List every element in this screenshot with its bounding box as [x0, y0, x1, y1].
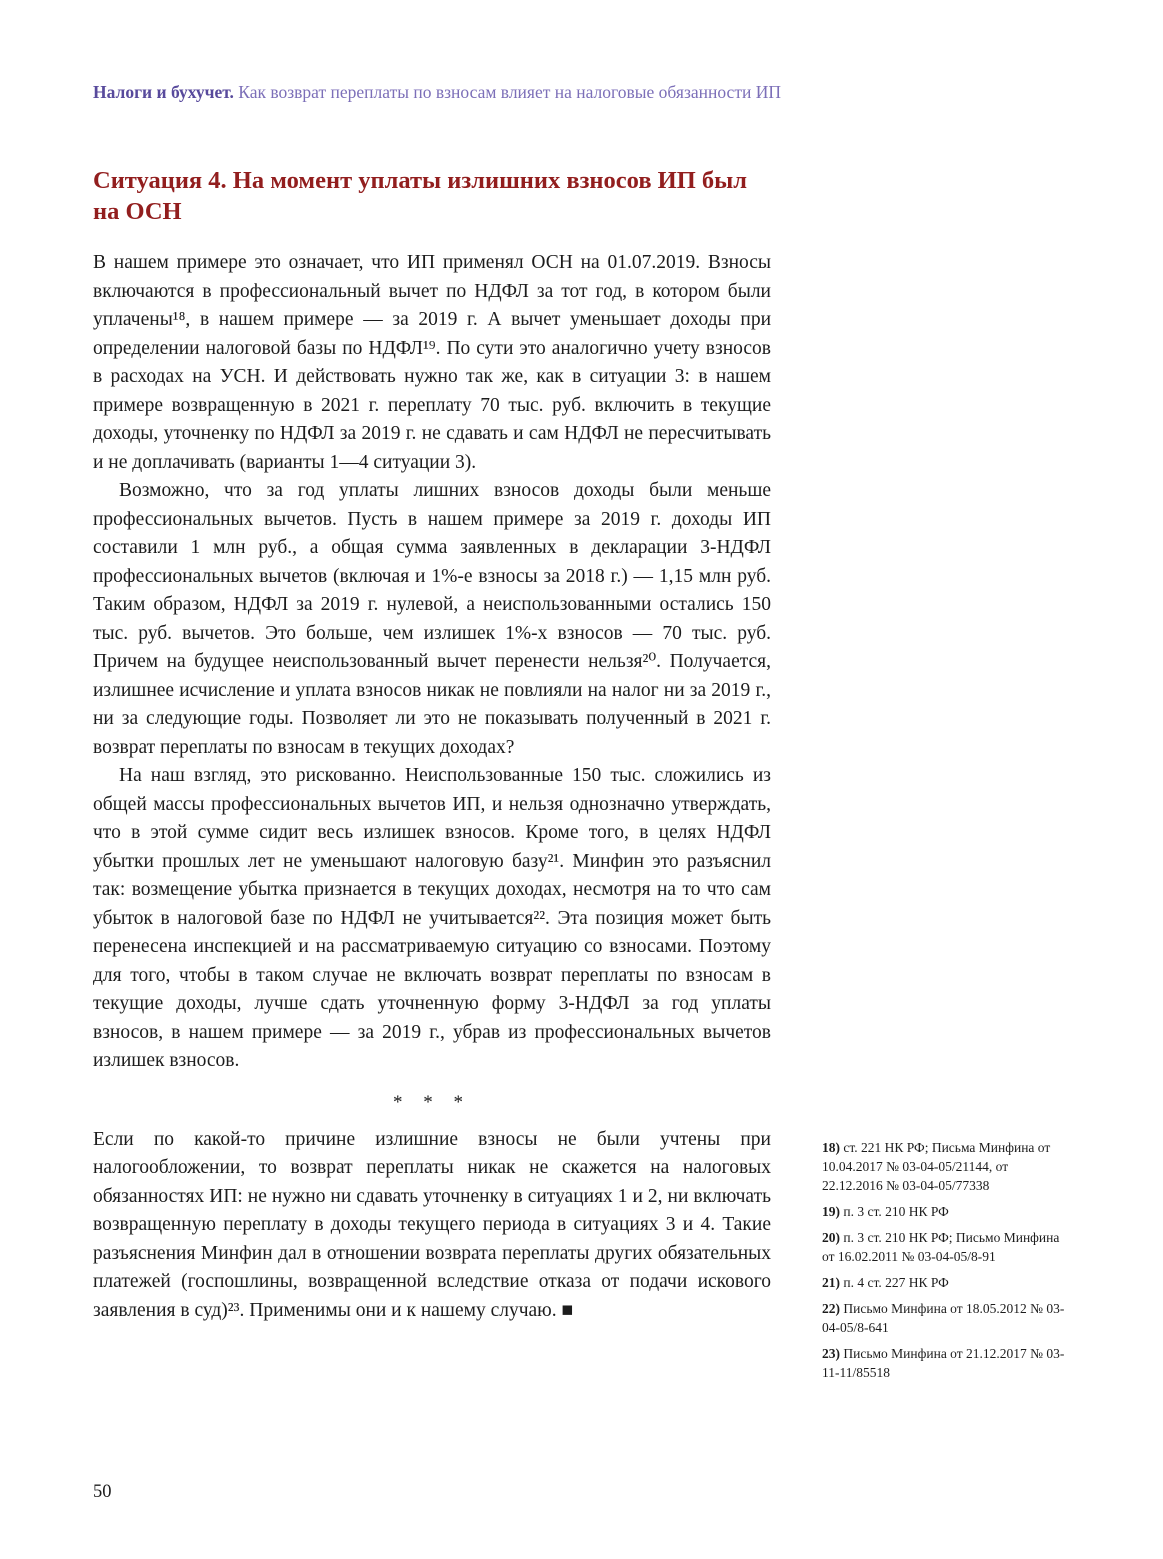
footnote-text: п. 4 ст. 227 НК РФ [843, 1275, 949, 1290]
footnotes-column [822, 1138, 1070, 1389]
paragraph-2: Возможно, что за год уплаты лишних взносов доходы были меньше профессиональных вычетов. Пусть в нашем примере за 2019 г. доходы ИП составили 1 млн руб., а общая сумма заявленных в декларации 3-НДФЛ профессиональных вычетов (включая и 1%-е взносы за 2018 г.) — 1,15 млн руб. Таким образом, НДФЛ за 2019 г. нулевой, а неиспользованными остались 150 тыс. руб. вычетов. Это больше, чем излишек 1%-х взносов — 70 тыс. руб. Причем на будущее неиспользованный вычет перенести нельзя²⁰. Получается, излишнее исчисление и уплата взносов никак не повлияли на налог ни за 2019 г., ни за следующие годы. Позволяет ли это не показывать полученный в 2021 г. возврат переплаты по взносам в текущих доходах? [93, 480, 771, 758]
running-header [93, 80, 1083, 104]
footnote-22 [822, 1299, 1070, 1337]
footnote-19 [822, 1202, 1070, 1221]
footnote-text: Письмо Минфина от 18.05.2012 № 03-04-05/8-641 [822, 1301, 1065, 1335]
page-number: 50 [93, 1482, 112, 1502]
footnote-number: 21) [822, 1275, 840, 1290]
footnote-text: ст. 221 НК РФ; Письма Минфина от 10.04.2017 № 03-04-05/21144, от 22.12.2016 № 03-04-05/77338 [822, 1140, 1051, 1193]
footnote-text: п. 3 ст. 210 НК РФ; Письмо Минфина от 16.02.2011 № 03-04-05/8-91 [822, 1230, 1060, 1264]
footnote-23 [822, 1344, 1070, 1382]
paragraph-3: На наш взгляд, это рискованно. Неиспользованные 150 тыс. сложились из общей массы профессиональных вычетов ИП, и нельзя однозначно утверждать, что в этой сумме сидит весь излишек взносов. Кроме того, в целях НДФЛ убытки прошлых лет не уменьшают налоговую базу²¹. Минфин это разъяснил так: возмещение убытка признается в текущих доходах, несмотря на то что сам убыток в налоговой базе по НДФЛ не учитывается²². Эта позиция может быть перенесена инспекцией и на рассматриваемую ситуацию со взносами. Поэтому для того, чтобы в таком случае не включать возврат переплаты по взносам в текущие доходы, лучше сдать уточненную форму 3-НДФЛ за год уплаты взносов, в нашем примере — за 2019 г., убрав из профессиональных вычетов излишек взносов. [93, 765, 771, 1071]
footnote-number: 19) [822, 1204, 840, 1219]
footnote-18 [822, 1138, 1070, 1195]
article-body [93, 165, 771, 1325]
footnote-20 [822, 1228, 1070, 1266]
footnote-number: 18) [822, 1140, 840, 1155]
paragraph-1: В нашем примере это означает, что ИП применял ОСН на 01.07.2019. Взносы включаются в профессиональный вычет по НДФЛ за тот год, в котором были уплачены¹⁸, в нашем примере — за 2019 г. А вычет уменьшает доходы при определении налоговой базы по НДФЛ¹⁹. По сути это аналогично учету взносов в расходах на УСН. И действовать нужно так же, как в ситуации 3: в нашем примере возвращенную в 2021 г. переплату 70 тыс. руб. включить в текущие доходы, уточненку по НДФЛ за 2019 г. не сдавать и сам НДФЛ не пересчитывать и не доплачивать (варианты 1—4 ситуации 3). [93, 252, 771, 473]
footnote-number: 20) [822, 1230, 840, 1245]
final-paragraph: Если по какой-то причине излишние взносы не были учтены при налогообложении, то возврат переплаты никак не скажется на налоговых обязанностях ИП: не нужно ни сдавать уточненку в ситуациях 1 и 2, ни включать возвращенную переплату в доходы текущего периода в ситуациях 3 и 4. Такие разъяснения Минфин дал в отношении возврата переплаты других обязательных платежей (госпошлины, возвращенной вследствие отказа от подачи искового заявления в суд)²³. Применимы они и к нашему случаю. ■ [93, 1128, 771, 1321]
footnote-number: 22) [822, 1301, 840, 1316]
magazine-section-title: Налоги и бухучет. [93, 82, 234, 102]
section-heading: Ситуация 4. На момент уплаты излишних взносов ИП был на ОСН [93, 167, 748, 225]
footnote-number: 23) [822, 1346, 840, 1361]
section-separator: * * * [393, 1091, 471, 1113]
footnote-text: Письмо Минфина от 21.12.2017 № 03-11-11/85518 [822, 1346, 1065, 1380]
footnote-21 [822, 1273, 1070, 1292]
header-article-title: Как возврат переплаты по взносам влияет на налоговые обязанности ИП [238, 82, 781, 102]
footnote-text: п. 3 ст. 210 НК РФ [843, 1204, 949, 1219]
